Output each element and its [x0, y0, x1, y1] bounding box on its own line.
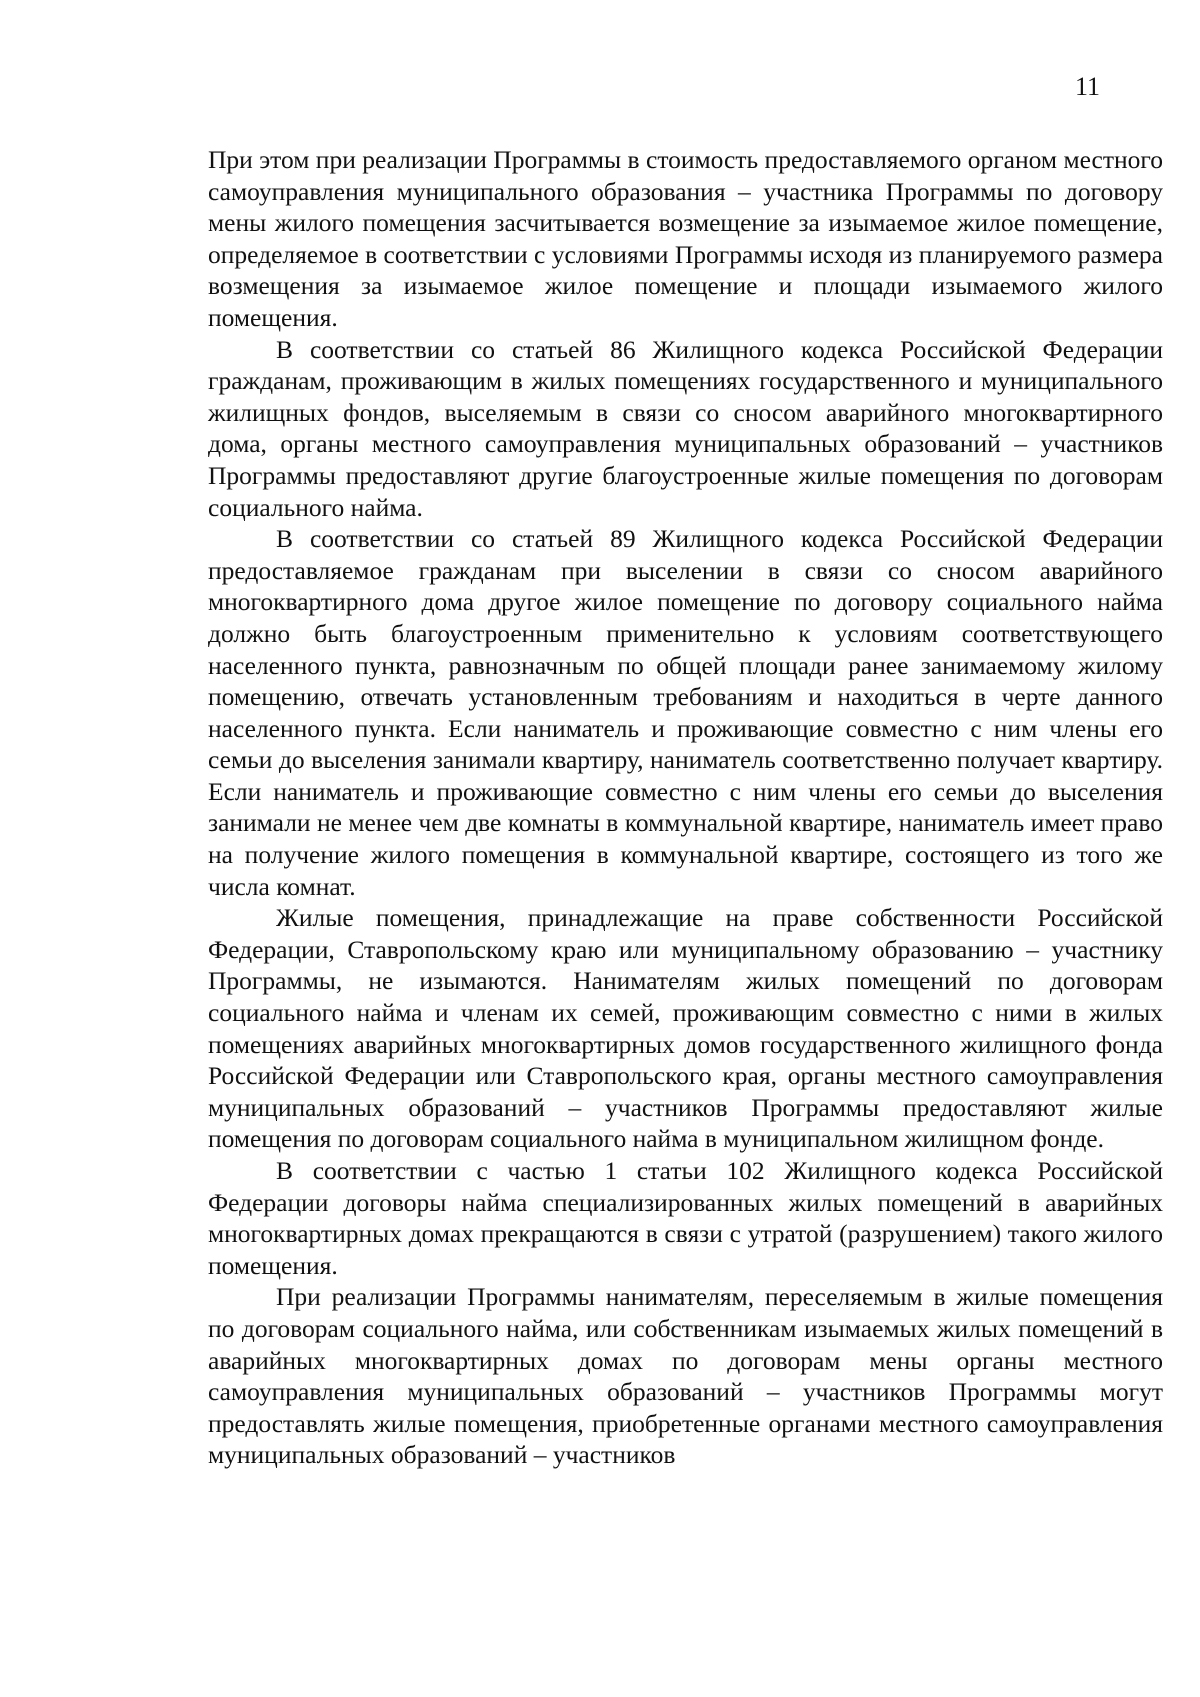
paragraph-exchange-compensation: При этом при реализации Программы в стоимость предоставляемого органом местного самоуправления муниципального образования – участника Программы по договору мены жилого помещения засчитывается возмещение за изымаемое жилое помещение, определяемое в соответствии с условиями Программы исходя из планируемого размера возмещения за изымаемое жилое помещение и площади изымаемого жилого помещения. [208, 145, 1163, 332]
page-number: 11 [1074, 72, 1100, 101]
paragraph-article-86: В соответствии со статьей 86 Жилищного кодекса Российской Федерации гражданам, проживающим в жилых помещениях государственного и муниципального жилищных фондов, выселяемым в связи со сносом аварийного многоквартирного дома, органы местного самоуправления муниципальных образований – участников Программы предоставляют другие благоустроенные жилые помещения по договорам социального найма. [208, 334, 1163, 522]
paragraph-article-89: В соответствии со статьей 89 Жилищного кодекса Российской Федерации предоставляемое гражданам при выселении в связи со сносом аварийного многоквартирного дома другое жилое помещение по договору социального найма должно быть благоустроенным применительно к условиям соответствующего населенного пункта, равнозначным по общей площади ранее занимаемому жилому помещению, отвечать установленным требованиям и находиться в черте данного населенного пункта. Если наниматель и проживающие совместно с ним члены его семьи до выселения занимали квартиру, наниматель соответственно получает квартиру. Если наниматель и проживающие совместно с ним члены его семьи до выселения занимали не менее чем две комнаты в коммунальной квартире, наниматель имеет право на получение жилого помещения в коммунальной квартире, состоящего из того же числа комнат. [208, 524, 1163, 901]
paragraph-article-102: В соответствии с частью 1 статьи 102 Жилищного кодекса Российской Федерации договоры найма специализированных жилых помещений в аварийных многоквартирных домах прекращаются в связи с утратой (разрушением) такого жилого помещения. [208, 1156, 1163, 1280]
paragraph-state-owned-housing: Жилые помещения, принадлежащие на праве собственности Российской Федерации, Ставропольскому краю или муниципальному образованию – участнику Программы, не изымаются. Нанимателям жилых помещений по договорам социального найма и членам их семей, проживающим совместно с ними в жилых помещениях аварийных многоквартирных домов государственного жилищного фонда Российской Федерации или Ставропольского края, органы местного самоуправления муниципальных образований – участников Программы предоставляют жилые помещения по договорам социального найма в муниципальном жилищном фонде. [208, 903, 1163, 1154]
document-body [208, 144, 1163, 1471]
paragraph-acquired-housing: При реализации Программы нанимателям, переселяемым в жилые помещения по договорам социального найма, или собственникам изымаемых жилых помещений в аварийных многоквартирных домах по договорам мены органы местного самоуправления муниципальных образований – участников Программы могут предоставлять жилые помещения, приобретенные органами местного самоуправления муниципальных образований – участников [208, 1282, 1163, 1470]
